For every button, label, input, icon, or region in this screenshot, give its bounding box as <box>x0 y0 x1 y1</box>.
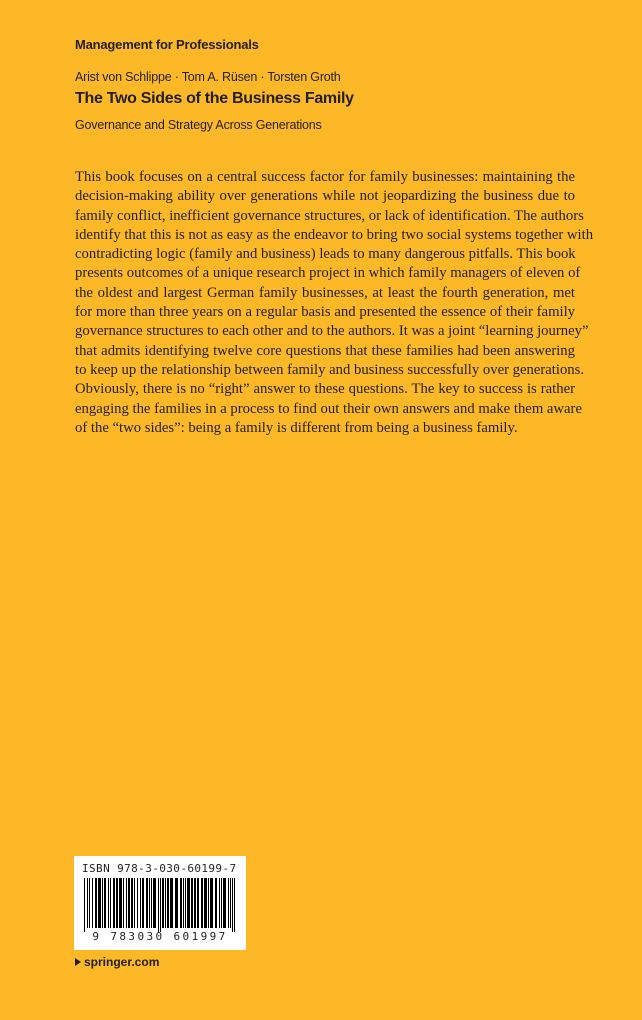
blurb-line: decision-making ability over generations while not jeopardizing the business due to <box>75 188 575 205</box>
authors: Arist von Schlippe · Tom A. Rüsen · Torsten Groth <box>75 70 341 84</box>
barcode <box>74 856 246 950</box>
book-title: The Two Sides of the Business Family <box>75 90 354 107</box>
barcode-digits: 9 783030 601997 <box>92 930 228 943</box>
blurb <box>75 168 594 438</box>
book-subtitle: Governance and Strategy Across Generations <box>75 118 322 132</box>
blurb-line: identify that this is not as easy as the endeavor to bring two social systems together with <box>75 226 594 243</box>
barcode-bars <box>78 878 242 932</box>
blurb-line: family conflict, inefficient governance structures, or lack of identification. The authors <box>75 207 584 224</box>
blurb-line: for more than three years on a regular basis and presented the essence of their family <box>75 304 575 321</box>
publisher-link[interactable] <box>75 955 159 969</box>
arrow-right-icon <box>75 958 81 966</box>
blurb-line: of the “two sides”: being a family is different from being a business family. <box>75 419 518 436</box>
blurb-line: the oldest and largest German family businesses, at least the fourth generation, met <box>75 284 575 301</box>
blurb-line: This book focuses on a central success factor for family businesses: maintaining the <box>75 169 575 185</box>
blurb-line: governance structures to each other and to the authors. It was a joint “learning journey” <box>75 323 589 340</box>
blurb-line: to keep up the relationship between family and business successfully over generations. <box>75 361 585 378</box>
blurb-line: presents outcomes of a unique research project in which family managers of eleven of <box>75 265 581 282</box>
isbn-label: ISBN 978-3-030-60199-7 <box>82 862 237 875</box>
publisher-url: springer.com <box>84 955 160 969</box>
blurb-line: contradicting logic (family and business) leads to many dangerous pitfalls. This book <box>75 246 576 263</box>
series-name: Management for Professionals <box>75 37 259 52</box>
blurb-line: Obviously, there is no “right” answer to these questions. The key to success is rather <box>75 381 575 398</box>
blurb-line: engaging the families in a process to find out their own answers and make them aware <box>75 400 582 417</box>
blurb-line: that admits identifying twelve core questions that these families had been answering <box>75 342 575 359</box>
